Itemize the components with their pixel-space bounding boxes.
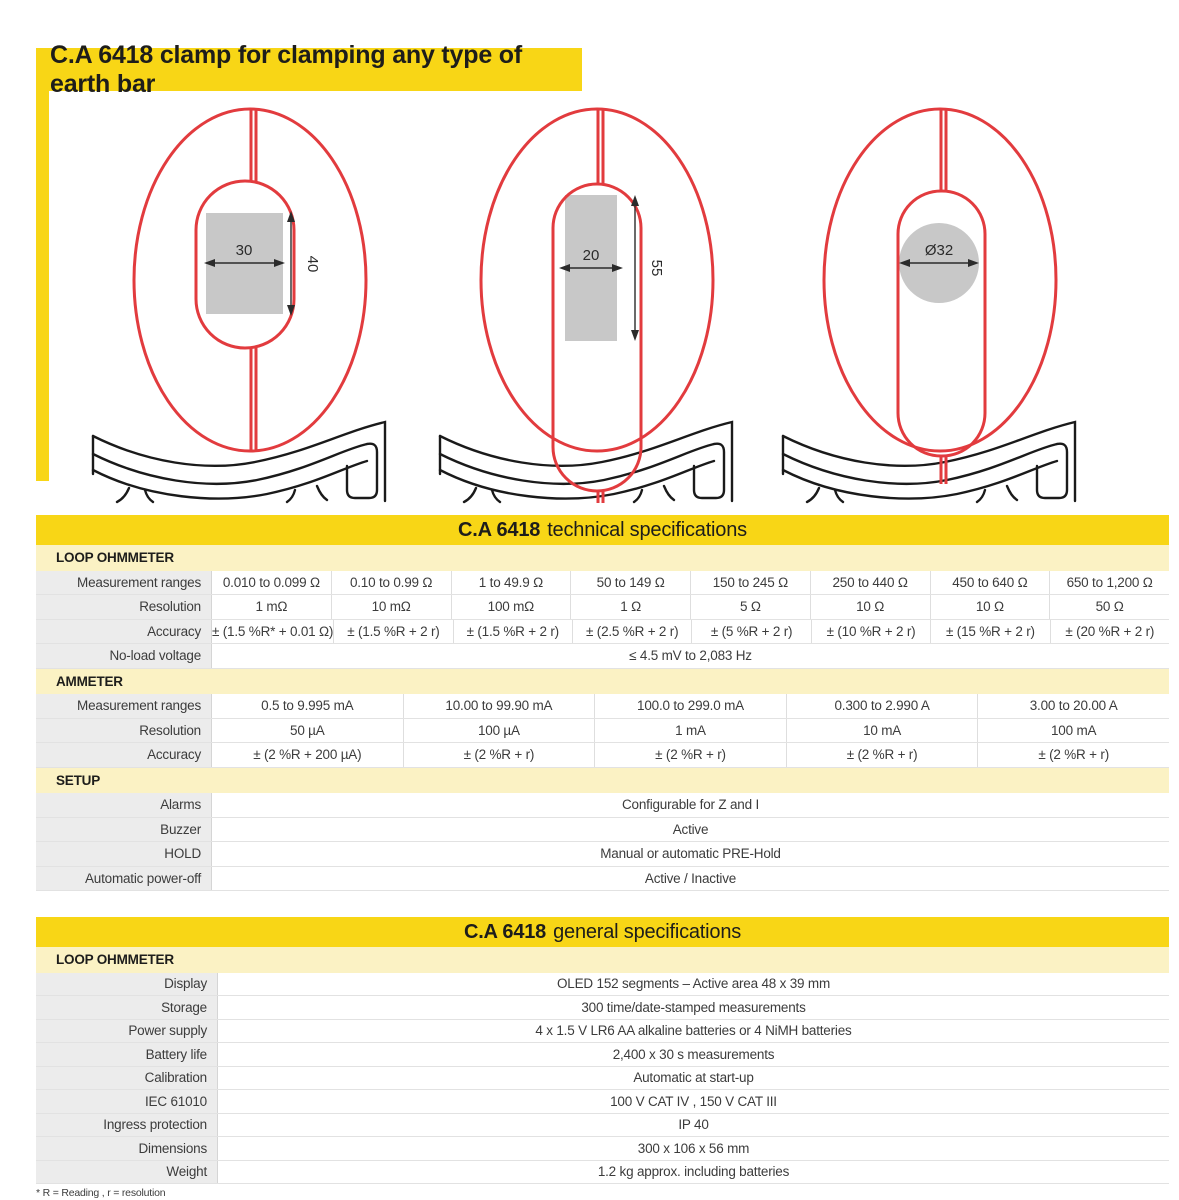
row-cells [218,1090,1169,1113]
table-row [36,973,1169,997]
row-cells [218,1020,1169,1043]
row-cells [218,996,1169,1019]
row-label: Accuracy [36,743,212,767]
spec-cell: 50 µA [212,719,403,743]
spec-cell: ± (15 %R + 2 r) [930,620,1049,644]
row-label: Resolution [36,595,212,619]
table-row [36,996,1169,1020]
spec-cell: Active / Inactive [212,867,1169,891]
spec-cell: 300 time/date-stamped measurements [218,996,1169,1019]
spec-cell: 10 Ω [810,595,930,619]
row-cells [212,620,1169,644]
row-label: Buzzer [36,818,212,842]
spec-cell: OLED 152 segments – Active area 48 x 39 mm [218,973,1169,996]
height-dimension-label: 40 [304,255,321,273]
spec-cell: ± (1.5 %R* + 0.01 Ω) [212,620,333,644]
yellow-accent-bar [36,48,49,481]
row-label: Alarms [36,793,212,817]
spec-cell: 4 x 1.5 V LR6 AA alkaline batteries or 4 NiMH batteries [218,1020,1169,1043]
row-cells [212,818,1169,842]
spec-cell: ± (10 %R + 2 r) [811,620,930,644]
spec-cell: 0.10 to 0.99 Ω [331,571,451,595]
table-row [36,793,1169,818]
spec-cell: ± (1.5 %R + 2 r) [453,620,572,644]
width-dimension-label: 20 [582,247,600,264]
row-cells [212,719,1169,743]
row-label: Measurement ranges [36,571,212,595]
spec-cell: 1.2 kg approx. including batteries [218,1161,1169,1184]
spec-cell: Manual or automatic PRE-Hold [212,842,1169,866]
table-row [36,694,1169,719]
row-cells [212,571,1169,595]
title-suffix: technical specifications [547,518,747,541]
page-title: C.A 6418 clamp for clamping any type of earth bar [50,40,522,98]
product-name: C.A 6418 [458,518,541,541]
clamp-diagram-round-32 [775,106,1105,504]
table-row [36,1067,1169,1091]
spec-cell: 1 to 49.9 Ω [451,571,571,595]
row-label: Measurement ranges [36,694,212,718]
row-label: Display [36,973,218,996]
spec-cell: ± (2 %R + r) [977,743,1169,767]
spec-cell: ≤ 4.5 mV to 2,083 Hz [212,644,1169,668]
table-row [36,1043,1169,1067]
row-label: Battery life [36,1043,218,1066]
page-title-banner [36,40,582,98]
spec-cell: 450 to 640 Ω [930,571,1050,595]
clamp-body-sketch [93,422,385,502]
section-header-setup: SETUP [36,768,1169,794]
clamp-diagram-rect-30x40 [85,106,415,504]
width-dimension-label: 30 [235,242,253,259]
row-cells [212,743,1169,767]
row-cells [218,973,1169,996]
row-cells [218,1137,1169,1160]
row-label: Power supply [36,1020,218,1043]
spec-cell: 10 mA [786,719,978,743]
row-cells [212,867,1169,891]
spec-cell: 0.5 to 9.995 mA [212,694,403,718]
spec-cell: ± (2 %R + 200 µA) [212,743,403,767]
general-specs-title [36,917,1169,947]
spec-cell: 10.00 to 99.90 mA [403,694,595,718]
row-cells [212,793,1169,817]
product-name: C.A 6418 [463,920,547,943]
spec-cell: 5 Ω [690,595,810,619]
row-label: Ingress protection [36,1114,218,1137]
row-label: Calibration [36,1067,218,1090]
table-row [36,719,1169,744]
spec-cell: ± (5 %R + 2 r) [691,620,810,644]
spec-cell: 100 V CAT IV , 150 V CAT III [218,1090,1169,1113]
spec-cell: Configurable for Z and I [212,793,1169,817]
row-label: Dimensions [36,1137,218,1160]
spec-cell: ± (20 %R + 2 r) [1050,620,1169,644]
table-row [36,644,1169,669]
row-cells [218,1043,1169,1066]
row-cells [218,1161,1169,1184]
table-row [36,1090,1169,1114]
spec-cell: 10 Ω [930,595,1050,619]
spec-cell: IP 40 [218,1114,1169,1137]
row-label: IEC 61010 [36,1090,218,1113]
spec-cell: 0.300 to 2.990 A [786,694,978,718]
spec-cell: 1 mΩ [212,595,331,619]
spec-cell: 650 to 1,200 Ω [1049,571,1169,595]
general-specifications-table [36,917,1169,1184]
table-row [36,595,1169,620]
spec-cell: 100 µA [403,719,595,743]
spec-cell: 0.010 to 0.099 Ω [212,571,331,595]
row-cells [218,1114,1169,1137]
row-label: Weight [36,1161,218,1184]
table-row [36,743,1169,768]
spec-cell: 150 to 245 Ω [690,571,810,595]
section-header-loop-ohmmeter: LOOP OHMMETER [36,545,1169,571]
technical-specifications-table [36,515,1169,891]
spec-cell: 100.0 to 299.0 mA [594,694,786,718]
table-row [36,1161,1169,1185]
row-label: Automatic power-off [36,867,212,891]
spec-cell: 3.00 to 20.00 A [977,694,1169,718]
section-header-ammeter: AMMETER [36,669,1169,695]
technical-specs-title [36,515,1169,545]
row-label: No-load voltage [36,644,212,668]
table-row [36,1020,1169,1044]
table-row [36,620,1169,645]
spec-cell: 100 mA [977,719,1169,743]
diameter-dimension-label: Ø32 [924,242,954,259]
spec-cell: 2,400 x 30 s measurements [218,1043,1169,1066]
row-label: Resolution [36,719,212,743]
clamp-diagram-rect-20x55 [432,106,762,504]
row-cells [212,694,1169,718]
spec-cell: Automatic at start-up [218,1067,1169,1090]
spec-cell: Active [212,818,1169,842]
spec-cell: 50 to 149 Ω [570,571,690,595]
spec-cell: 100 mΩ [451,595,571,619]
spec-cell: ± (2 %R + r) [403,743,595,767]
spec-cell: 50 Ω [1049,595,1169,619]
row-cells [218,1067,1169,1090]
table-row [36,571,1169,596]
footnote: * R = Reading , r = resolution [36,1187,166,1199]
row-cells [212,595,1169,619]
row-cells [212,842,1169,866]
table-row [36,1114,1169,1138]
row-label: HOLD [36,842,212,866]
row-label: Accuracy [36,620,212,644]
table-row [36,842,1169,867]
spec-cell: 1 Ω [570,595,690,619]
tech-specs-body [36,545,1169,891]
spec-cell: ± (2 %R + r) [786,743,978,767]
spec-cell: 250 to 440 Ω [810,571,930,595]
spec-cell: ± (2.5 %R + 2 r) [572,620,691,644]
spec-cell: 300 x 106 x 56 mm [218,1137,1169,1160]
row-cells [212,644,1169,668]
table-row [36,1137,1169,1161]
general-specs-body [36,973,1169,1185]
clamp-body-sketch [783,422,1075,502]
row-label: Storage [36,996,218,1019]
height-dimension-label: 55 [648,259,665,277]
table-row [36,867,1169,892]
table-row [36,818,1169,843]
spec-cell: 10 mΩ [331,595,451,619]
spec-cell: ± (1.5 %R + 2 r) [333,620,452,644]
spec-cell: ± (2 %R + r) [594,743,786,767]
spec-cell: 1 mA [594,719,786,743]
title-suffix: general specifications [553,920,742,943]
section-header-loop-ohmmeter: LOOP OHMMETER [36,947,1169,973]
